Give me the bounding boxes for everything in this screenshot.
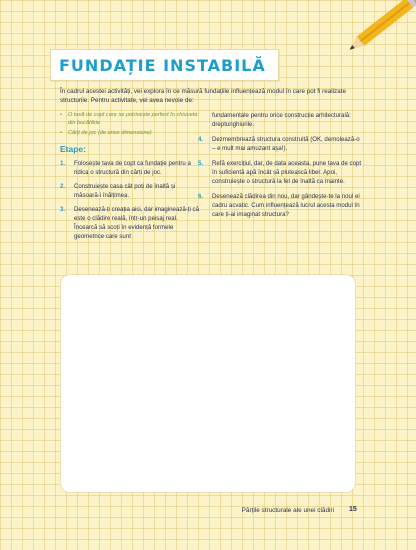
material-text: Cărți de joc (de orice dimensiune) — [68, 130, 152, 136]
step-text: Desenează clădirea din nou, dar gândește-te la noul ei cadru acvatic. Cum influențează lucrul acesta modul în care ți-ai imaginat structura? — [212, 193, 360, 218]
step-text: Folosește tava de copt ca fundație pentru a ridica o structură din cărți de joc. — [74, 160, 191, 176]
step-item — [198, 192, 362, 219]
title-banner — [50, 49, 279, 81]
step-item — [198, 159, 362, 186]
step-number: 2. — [60, 183, 66, 190]
material-text: O tavă de copt care se potrivește perfect în chiuveta din bucătărie — [68, 112, 198, 126]
step-item — [60, 205, 200, 241]
step-text: Desenează-ți creația aici, dar imaginează-ți că este o clădire reală, într-un peisaj real. Încearcă să scoți în evidență formele geometrice care sunt — [74, 206, 199, 240]
step-item — [198, 135, 362, 153]
intro-paragraph: În cadrul acestei activități, vei explora în ce măsură fundațiile influențează modul în care pot fi realizate structurile. Pentru activitate, vei avea nevoie de: — [60, 88, 346, 104]
page-title: FUNDAȚIE INSTABILĂ — [59, 55, 266, 75]
step-number: 5. — [198, 160, 204, 167]
material-item — [60, 111, 200, 127]
left-column — [60, 111, 200, 241]
steps-heading: Etape: — [60, 144, 86, 154]
step-item — [60, 182, 200, 200]
bullet-icon: • — [60, 130, 62, 136]
material-item — [60, 129, 200, 137]
step-number: 1. — [60, 160, 66, 167]
right-column — [198, 111, 362, 219]
step-number: 6. — [198, 193, 204, 200]
page-number: 15 — [349, 506, 357, 513]
footer-section-title: Părțile structurale ale unei clădiri — [241, 507, 334, 514]
step-text: Refă exercițiul, dar, de data aceasta, pune tava de copt în suficientă apă încât să plutească liber. Apoi, construiește o structură la fel de înaltă ca înainte. — [212, 160, 362, 185]
step-text: Construiește casa cât poți de înaltă și măsoară-i înălțimea. — [74, 183, 176, 199]
step-item — [60, 159, 200, 177]
drawing-area — [61, 275, 355, 492]
step-continuation: fundamentale pentru orice construcție arhitecturală: dreptunghiurile. — [212, 112, 351, 128]
step-number: 4. — [198, 136, 204, 143]
materials-list — [60, 111, 200, 137]
bullet-icon: • — [60, 112, 62, 118]
step-text: Dezmembrează structura construită (OK, demolează-o – e mult mai amuzant așa!). — [212, 136, 360, 152]
pencil-icon — [345, 0, 416, 56]
step-number: 3. — [60, 206, 66, 213]
